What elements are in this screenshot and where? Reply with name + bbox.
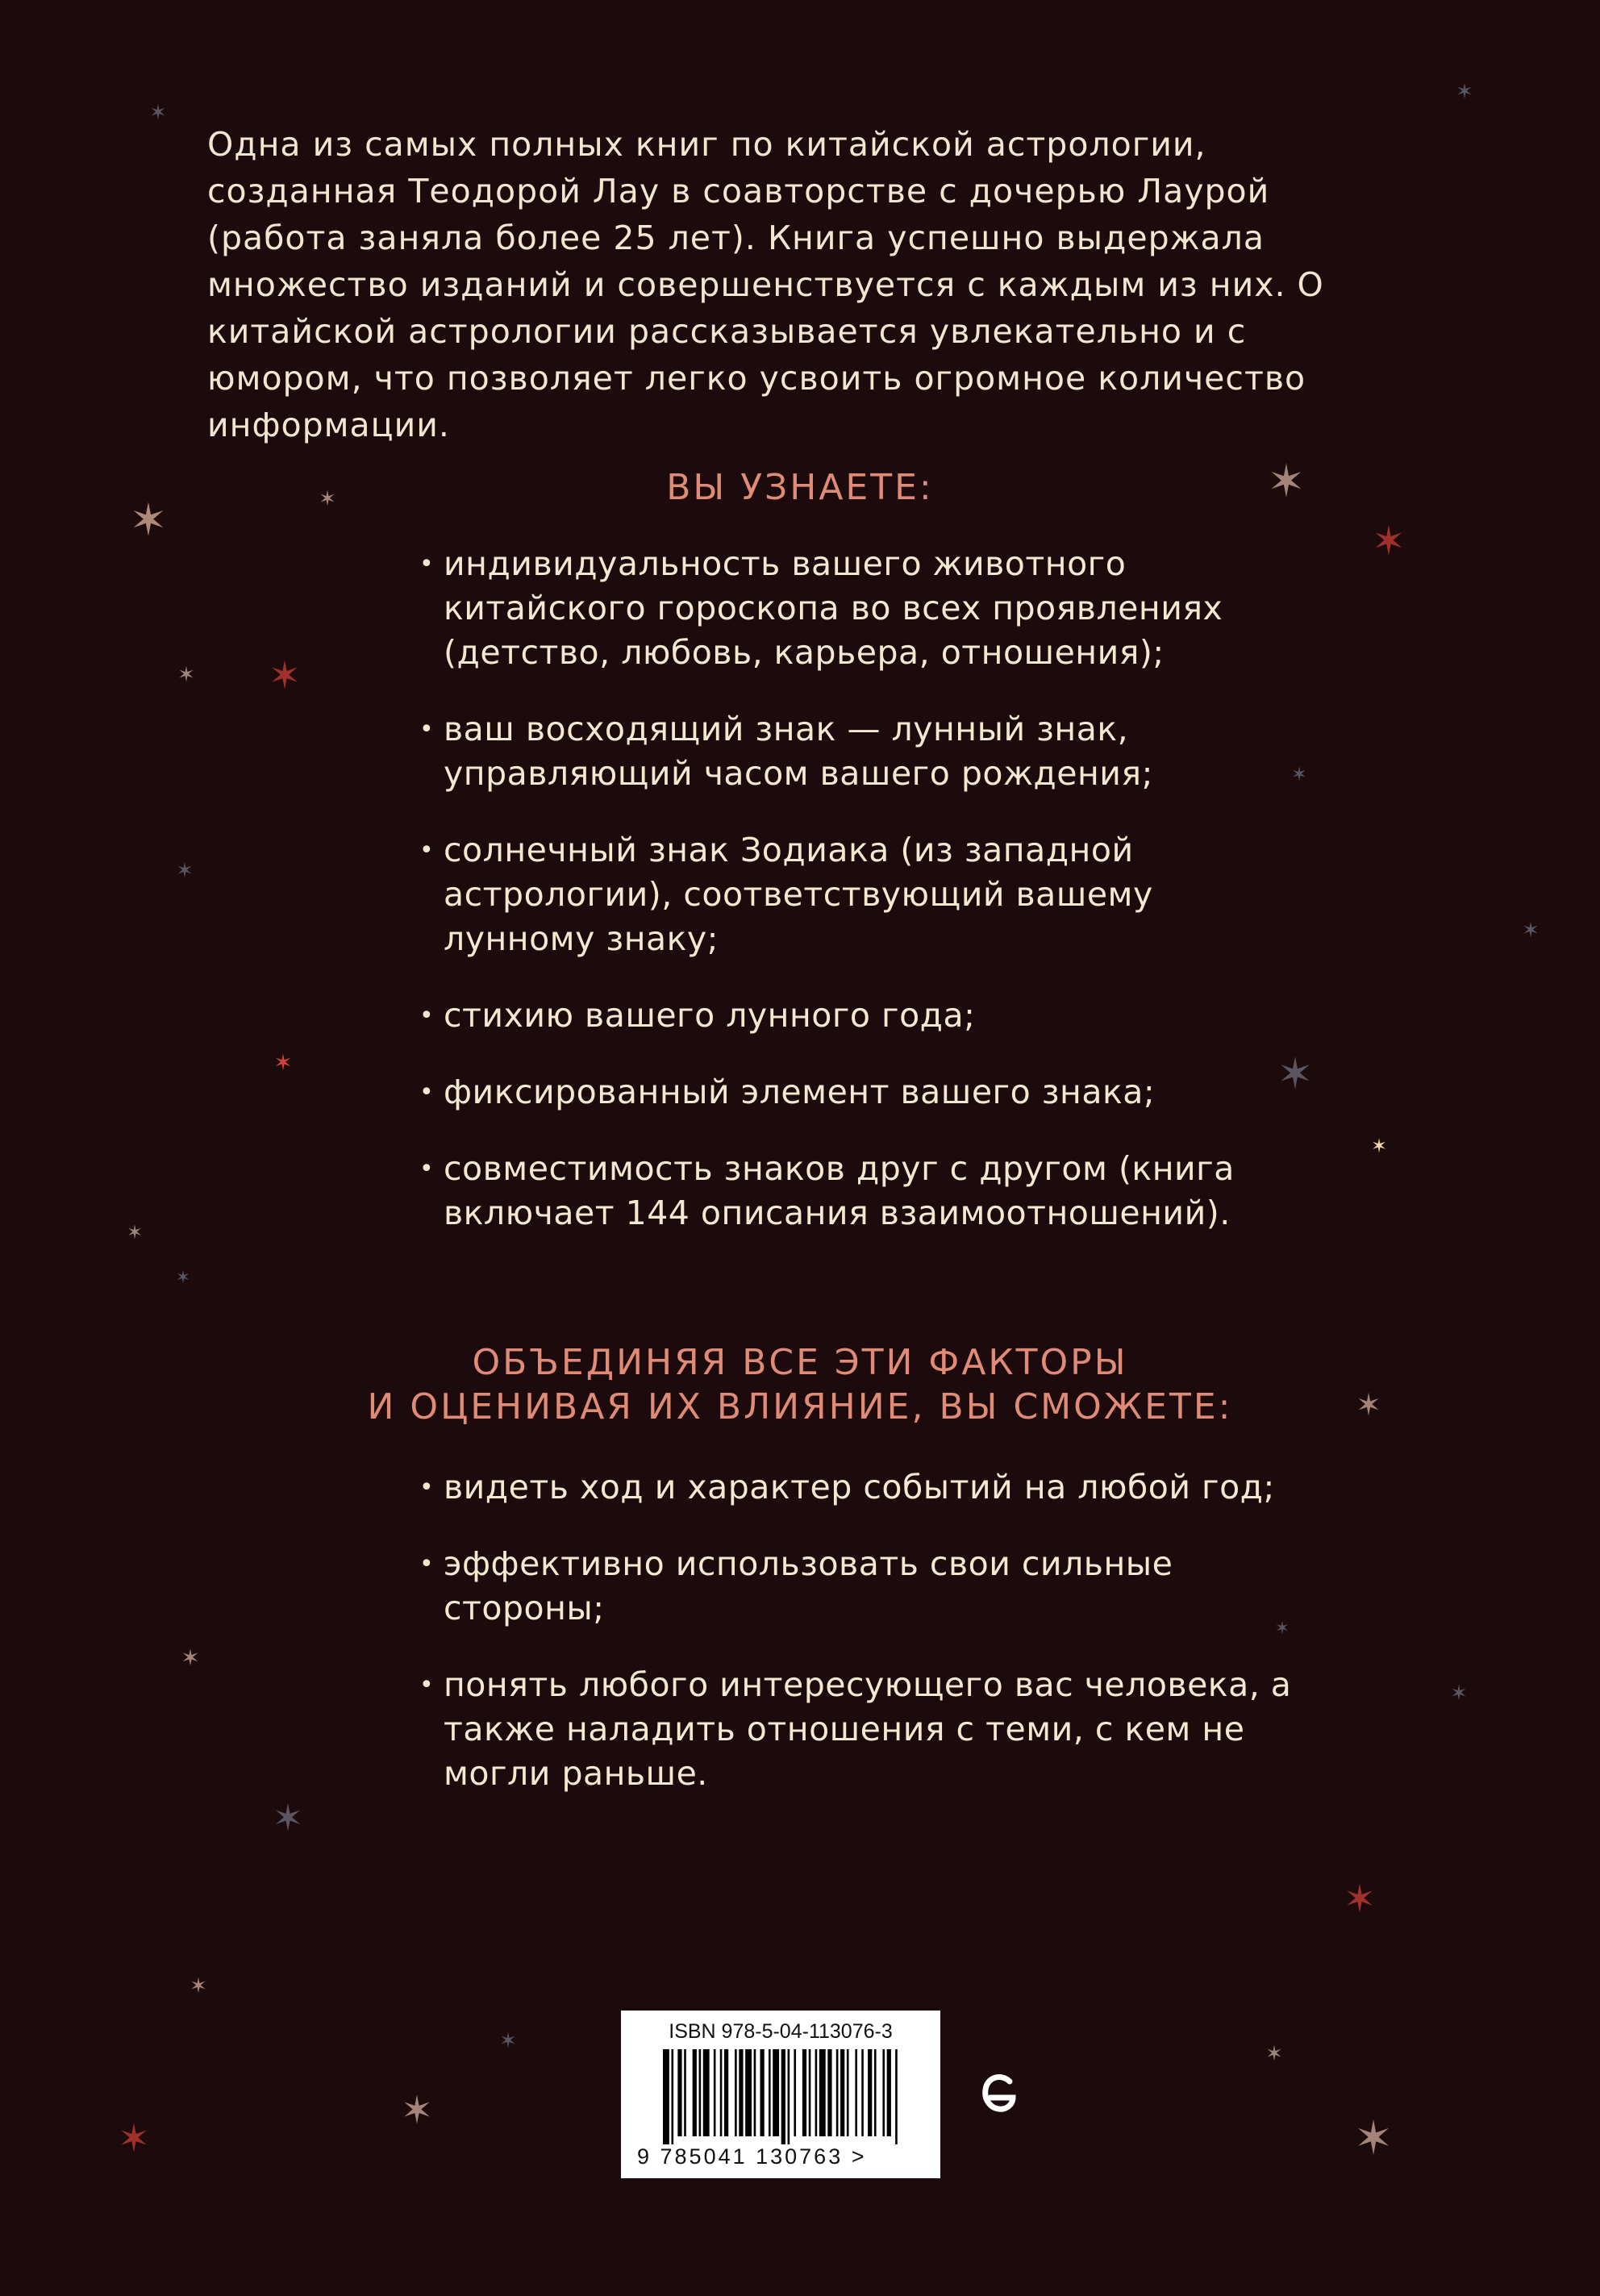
barcode-bar: [735, 2049, 737, 2136]
star-icon: ✶: [177, 663, 195, 687]
barcode-bar: [739, 2049, 743, 2136]
list-item: • солнечный знак Зодиака (из западной астрологии), соответствующий вашему лунному знаку;: [419, 828, 1306, 961]
list-item: • ваш восходящий знак — лунный знак, управляющий часом вашего рождения;: [419, 707, 1306, 796]
star-icon: ✶: [1267, 456, 1306, 508]
star-icon: ✶: [1356, 1387, 1381, 1423]
barcode-bar: [663, 2049, 669, 2144]
star-icon: ✶: [1353, 2111, 1394, 2165]
star-icon: ✶: [499, 2029, 517, 2053]
section1-list: [419, 542, 1306, 1268]
barcode-bar: [809, 2049, 811, 2136]
barcode-bar: [703, 2049, 710, 2136]
barcode-bar: [827, 2049, 831, 2136]
star-icon: ✶: [272, 1796, 304, 1840]
list-item: • фиксированный элемент вашего знака;: [419, 1070, 1306, 1115]
list-item: • понять любого интересующего вас человека, а также наладить отношения с теми, с кем не могли раньше.: [419, 1663, 1306, 1796]
star-icon: ✶: [1274, 1619, 1290, 1639]
barcode-bar: [788, 2049, 790, 2144]
star-icon: ✶: [176, 859, 194, 883]
section1-heading: ВЫ УЗНАЕТЕ:: [666, 467, 934, 508]
barcode-bar: [724, 2049, 728, 2136]
barcode-bar: [684, 2049, 686, 2136]
barcode-bar: [836, 2049, 839, 2136]
star-icon: ✶: [273, 1049, 293, 1076]
barcode-bar: [720, 2049, 723, 2136]
barcode-bar: [677, 2049, 681, 2136]
barcode-bar: [895, 2049, 898, 2144]
star-icon: ✶: [1265, 2042, 1283, 2066]
star-icon: ✶: [1277, 1048, 1314, 1099]
star-icon: ✶: [181, 1644, 200, 1671]
list-item: • индивидуальность вашего животного китайского гороскопа во всех проявлениях (детство, любовь, карьера, отношения);: [419, 542, 1306, 675]
star-icon: ✶: [400, 2088, 434, 2133]
barcode-bars: [663, 2049, 902, 2144]
barcode-bar: [861, 2049, 864, 2136]
barcode-bar: [847, 2049, 849, 2136]
barcode-bar: [794, 2049, 796, 2136]
list-item: • совместимость знаков друг с другом (книга включает 144 описания взаимоотношений).: [419, 1147, 1306, 1236]
star-icon: ✶: [1456, 80, 1473, 104]
barcode-bar: [840, 2049, 844, 2136]
barcode-bar: [819, 2049, 826, 2136]
barcode-bar: [745, 2049, 752, 2136]
star-icon: ✶: [126, 1221, 144, 1244]
barcode-bar: [760, 2049, 764, 2136]
barcode-bar: [769, 2049, 771, 2136]
isbn-label: ISBN 978-5-04-113076-3: [669, 2020, 893, 2043]
star-icon: ✶: [190, 1974, 207, 1998]
star-icon: ✶: [129, 494, 168, 547]
barcode-bar: [773, 2049, 779, 2136]
star-icon: ✶: [1343, 1877, 1377, 1922]
barcode-bar: [815, 2049, 818, 2136]
barcode-bar: [874, 2049, 877, 2136]
barcode-bar: [714, 2049, 716, 2136]
star-icon: ✶: [1522, 919, 1540, 943]
barcode-bar: [868, 2049, 872, 2136]
barcode-bar: [781, 2049, 785, 2144]
star-icon: ✶: [1450, 1681, 1468, 1706]
star-icon: ✶: [1372, 518, 1406, 565]
list-item: • видеть ход и характер событий на любой год;: [419, 1465, 1306, 1510]
list-item: • стихию вашего лунного года;: [419, 994, 1306, 1038]
star-icon: ✶: [268, 653, 302, 698]
barcode-bar: [754, 2049, 756, 2136]
barcode-bar: [693, 2049, 697, 2136]
intro-paragraph: Одна из самых полных книг по китайской астрологии, созданная Теодорой Лау в соавторстве с дочерью Лаурой (работа заняла более 25 лет). Книга успешно выдержала множество изданий и совершенствуется с каждым из них. О китайской астрологии рассказывается увлекательно и с юмором, что позволяет легко усвоить огромное количество информации.: [207, 125, 1324, 444]
list-item: • эффективно использовать свои сильные стороны;: [419, 1542, 1306, 1631]
star-icon: ✶: [319, 487, 336, 511]
star-icon: ✶: [1370, 1135, 1388, 1157]
publisher-logo-icon: [977, 2061, 1018, 2128]
barcode-bar: [855, 2049, 857, 2136]
barcode-bar: [699, 2049, 702, 2136]
isbn-barcode: [621, 2011, 940, 2178]
barcode-bar: [802, 2049, 806, 2136]
section2-heading: [0, 1340, 1600, 1429]
section2-list: [419, 1465, 1306, 1828]
section2-heading-line2: И ОЦЕНИВАЯ ИХ ВЛИЯНИЕ, ВЫ СМОЖЕТЕ:: [367, 1386, 1233, 1427]
star-icon: ✶: [149, 101, 167, 125]
barcode-bar: [887, 2049, 891, 2136]
barcode-bar: [882, 2049, 885, 2136]
star-icon: ✶: [1290, 763, 1308, 785]
star-icon: ✶: [175, 1268, 191, 1288]
star-icon: ✶: [117, 2116, 151, 2161]
barcode-bar: [671, 2049, 673, 2144]
isbn-digits: 9 785041 130763 >: [637, 2144, 867, 2169]
section2-heading-line1: ОБЪЕДИНЯЯ ВСЕ ЭТИ ФАКТОРЫ: [472, 1342, 1128, 1383]
